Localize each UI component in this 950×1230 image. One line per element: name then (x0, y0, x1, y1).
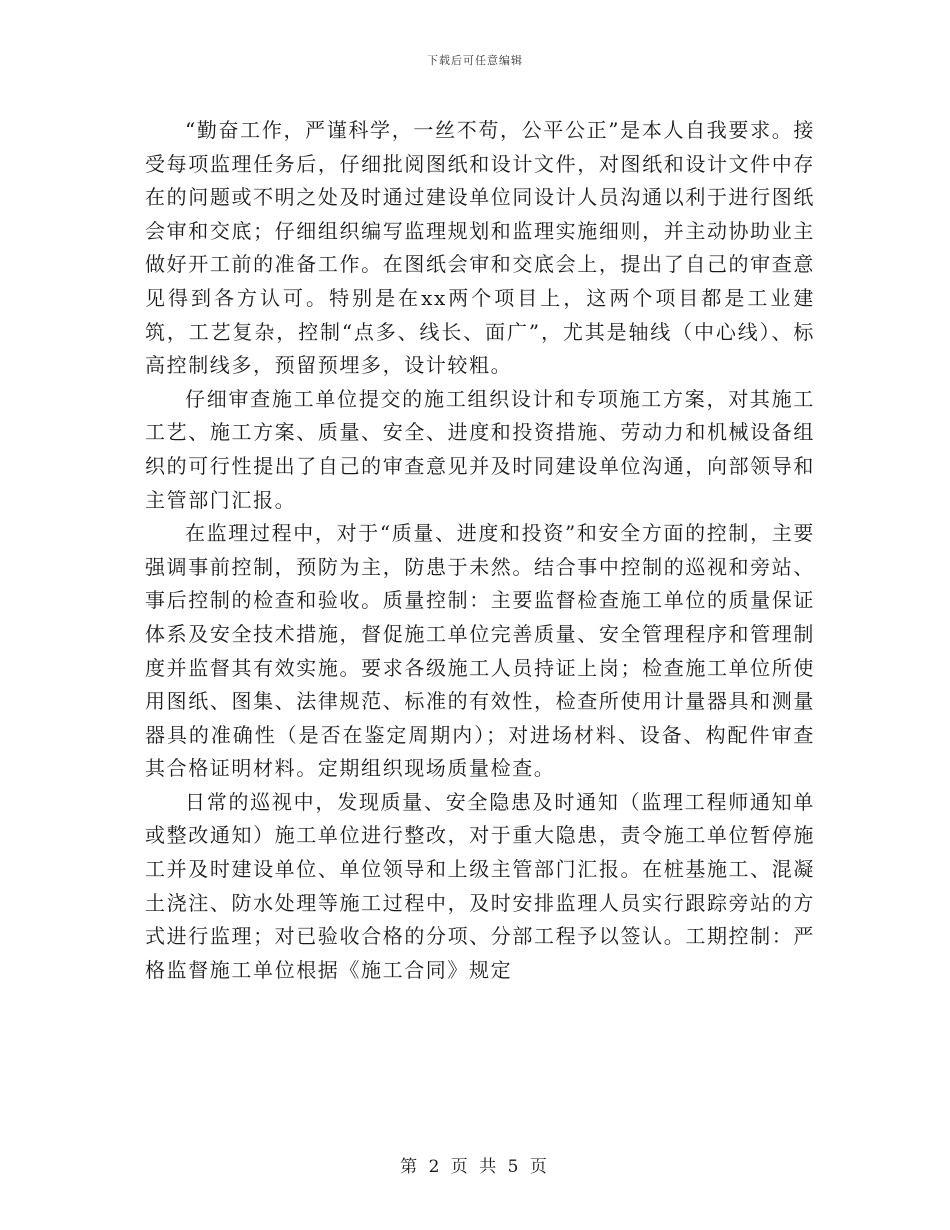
paragraph-construction-review: 仔细审查施工单位提交的施工组织设计和专项施工方案，对其施工工艺、施工方案、质量、安全、进度和投资措施、劳动力和机械设备组织的可行性提出了自己的审查意见并及时同建设单位沟通，向部领导和主管部门汇报。 (145, 386, 815, 512)
page-number: 第 2 页 共 5 页 (400, 1157, 550, 1177)
document-body (145, 114, 815, 987)
page-header: 下载后可任意编辑 (427, 54, 523, 67)
paragraph-work-attitude: “勤奋工作，严谨科学，一丝不苟，公平公正”是本人自我要求。接受每项监理任务后，仔细批阅图纸和设计文件，对图纸和设计文件中存在的问题或不明之处及时通过建设单位同设计人员沟通以利于进行图纸会审和交底；仔细组织编写监理规划和监理实施细则，并主动协助业主做好开工前的准备工作。在图纸会审和交底会上，提出了自己的审查意见得到各方认可。特别是在xx两个项目上，这两个项目都是工业建筑，工艺复杂，控制“点多、线长、面广”，尤其是轴线（中心线）、标高控制线多，预留预埋多，设计较粗。 (145, 118, 815, 378)
paragraph-daily-inspection: 日常的巡视中，发现质量、安全隐患及时通知（监理工程师通知单或整改通知）施工单位进行整改，对于重大隐患，责令施工单位暂停施工并及时建设单位、单位领导和上级主管部门汇报。在桩基施工、混凝土浇注、防水处理等施工过程中，及时安排监理人员实行跟踪旁站的方式进行监理；对已验收合格的分项、分部工程予以签认。工期控制：严格监督施工单位根据《施工合同》规定 (145, 789, 815, 982)
paragraph-supervision-control: 在监理过程中，对于“质量、进度和投资”和安全方面的控制，主要强调事前控制，预防为主，防患于未然。结合事中控制的巡视和旁站、事后控制的检查和验收。质量控制：主要监督检查施工单位的质量保证体系及安全技术措施，督促施工单位完善质量、安全管理程序和管理制度并监督其有效实施。要求各级施工人员持证上岗；检查施工单位所使用图纸、图集、法律规范、标准的有效性，检查所使用计量器具和测量器具的准确性（是否在鉴定周期内）；对进场材料、设备、构配件审查其合格证明材料。定期组织现场质量检查。 (145, 521, 815, 781)
